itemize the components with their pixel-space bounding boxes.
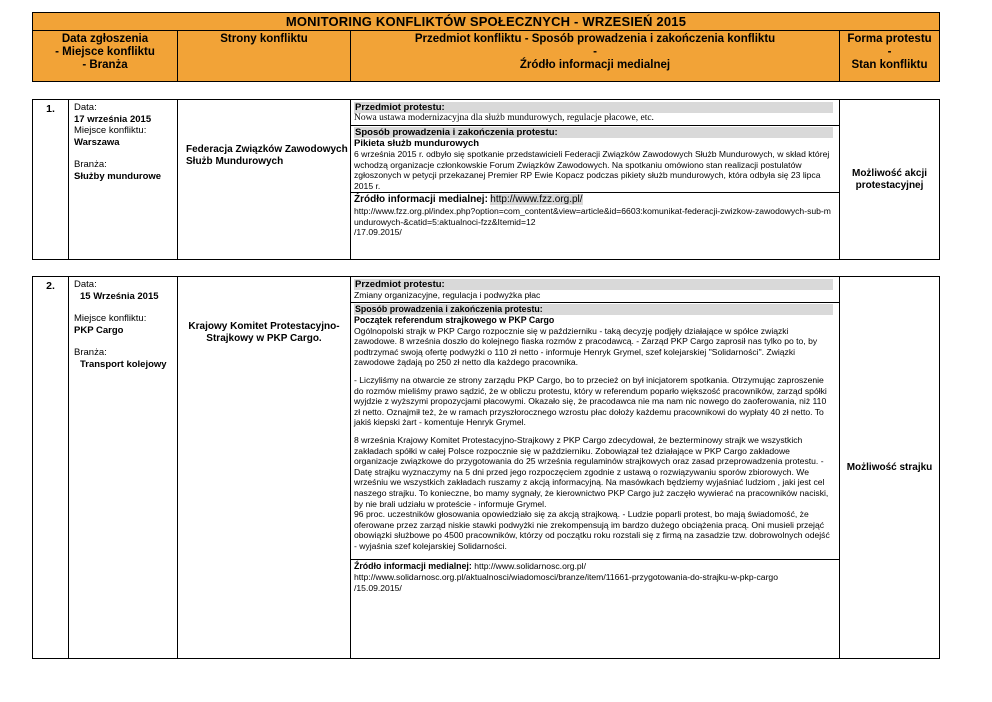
branch-value: Służby mundurowe — [74, 170, 162, 182]
monitoring-sheet — [32, 12, 940, 593]
record-meta — [69, 100, 178, 259]
conduct-label: Sposób prowadzenia i zakończenia protestu: — [354, 127, 833, 138]
record-number: 2. — [33, 277, 69, 658]
header-line: - Branża — [82, 59, 128, 71]
conduct-paragraph: Ogólnopolski strajk w PKP Cargo rozpocznie się w październiku - taką decyzję podjęły działające w spółce związki zawodowe. 8 września doszło do kolejnego fiaska rozmów z pracodawcą. - Zarząd PKP Cargo zaprosił nas tylko po to, by podtrzymać swoją ofertę podwyżki o 110 zł netto - informuje Henryk Grymel, szef kolejarskiej "Solidarności". Związki zawodowe żądają po 250 zł netto dla każdego pracownika. — [354, 325, 818, 368]
conduct-paragraph: 8 września Krajowy Komitet Protestacyjno-Strajkowy z PKP Cargo zdecydował, że bezterminowy strajk we wszystkich zakładach spółki w całej Polsce rozpocznie się w październiku. Zobowiązał też działające w PKP Cargo zakładowe organizacje związkowe do przygotowania do 25 września regulaminów strajkowych oraz zasad przeprowadzenia protestu. - Datę strajku wyznaczymy na 5 dni przed jego rozpoczęciem zgodnie z ustawą o rozwiązywaniu sporów zbiorowych. We wrześniu we wszystkich zakładach ruszamy z akcją informacyjną. Na masówkach będziemy wyjaśniać ludziom , jaki jest cel naszego strajku. To konieczne, bo mamy sygnały, że kierownictwo PKP Cargo już zaczęło wywierać na pracowników naciski, by nie brali udziału w proteście - informuje Grymel. 96 proc. uczestników głosowania opowiedziało się za akcją strajkową. - Ludzie poparli protest, bo mają świadomość, że oferowane przez zarząd niskie stawki podwyżki nie zrekompensują im bardzo dużego obciążenia pracą. Oni musieli przejąć obowiązki służbowe po 4500 pracowników, którzy od początku roku rozstali się z firmą na zasadzie tzw. dobrowolnych odejść - wyjaśnia szef kolejarskiej Solidarności. — [354, 434, 830, 551]
conduct-paragraph: 6 września 2015 r. odbyło się spotkanie przedstawicieli Federacji Związków Zawodowych Służb Mundurowych, w skład której wchodzą organizacje członkowskie Forum Związków Zawodowych. Na spotkaniu omówiono stan realizacji postulatów zgłoszonych w petycji przekazanej Premier RP Ewie Kopacz podczas pikiety służb mundurowych, która odbyła się 23 lipca 2015 r. — [354, 149, 830, 191]
conflict-details — [351, 100, 840, 259]
source-detail-link[interactable]: http://www.solidarnosc.org.pl/aktualnosci/wiadomosci/branze/item/11661-przygotowania-do-strajku-w-pkp-cargo — [354, 572, 778, 583]
header-line: - Miejsce konfliktu — [55, 46, 155, 58]
header-line: - — [593, 46, 597, 58]
conduct-paragraph: - Liczyliśmy na otwarcie ze strony zarządu PKP Cargo, bo to przecież on był inicjatorem spotkania. Otrzymując zaproszenie do rozmów mieliśmy prawo sądzić, że w obliczu protestu, który w referendum poparło większość pracowników, zarząd spółki wyjdzie z wyższymi propozycjami płacowymi. Okazało się, że pracodawca nie ma nam nic nowego do zaoferowania, niż 110 zł netto. Oznajmił też, że w ramach przyszłorocznego wzrostu płac dołoży każdemu pracownikowi do wypłaty 40 zł netto. To jakiś kiepski żart - komentuje Henryk Grymel. — [354, 374, 827, 428]
record-row — [32, 276, 940, 659]
source-date: /15.09.2015/ — [354, 582, 402, 593]
header-date-place-branch — [33, 31, 178, 81]
header-line: Przedmiot konfliktu - Sposób prowadzenia i zakończenia konfliktu — [414, 33, 776, 45]
date-value: 15 Września 2015 — [80, 290, 159, 302]
header-subject — [351, 31, 840, 81]
record-number: 1. — [33, 100, 69, 259]
record-meta — [69, 277, 178, 658]
protest-form: Możliwość akcji protestacyjnej — [851, 167, 928, 191]
source-detail-link[interactable]: http://www.fzz.org.pl/index.php?option=com_content&view=article&id=6603:komunikat-federacji-zwizkow-zawodowych-sub-mundurowych-&catid=5:aktualnoci-fzz&Itemid=12 — [354, 205, 831, 227]
page-title: MONITORING KONFLIKTÓW SPOŁECZNYCH - WRZESIEŃ 2015 — [33, 13, 939, 31]
table-header — [32, 12, 940, 82]
conflict-parties: Krajowy Komitet Protestacyjno-Strajkowy w PKP Cargo. — [178, 277, 351, 658]
source-label: Źródło informacji medialnej: — [354, 561, 472, 572]
place-value: Warszawa — [74, 136, 120, 148]
header-line: Data zgłoszenia — [61, 33, 149, 45]
date-value: 17 września 2015 — [74, 113, 152, 125]
source-link[interactable]: http://www.solidarnosc.org.pl/ — [474, 561, 586, 572]
subject-text: Zmiany organizacyjne, regulacja i podwyżka płac — [354, 290, 541, 300]
header-line: - — [887, 46, 892, 58]
conduct-title: Pikieta służb mundurowych — [354, 138, 480, 149]
conflict-details — [351, 277, 840, 658]
branch-value: Transport kolejowy — [80, 358, 167, 370]
header-line: Stan konfliktu — [851, 59, 928, 71]
place-label: Miejsce konfliktu: — [74, 313, 147, 324]
place-label: Miejsce konfliktu: — [74, 125, 147, 136]
header-parties: Strony konfliktu — [178, 31, 351, 81]
subject-text: Nowa ustawa modernizacyjna dla służb mundurowych, regulacje płacowe, etc. — [354, 113, 654, 123]
source-label: Źródło informacji medialnej: — [354, 194, 488, 206]
place-value: PKP Cargo — [74, 324, 124, 336]
source-date: /17.09.2015/ — [354, 227, 402, 238]
header-line: Źródło informacji medialnej — [519, 59, 671, 71]
header-form — [840, 31, 939, 81]
date-label: Data: — [74, 279, 97, 290]
conduct-label: Sposób prowadzenia i zakończenia protestu: — [354, 304, 833, 315]
record-row — [32, 99, 940, 260]
source-link[interactable]: http://www.fzz.org.pl/ — [490, 194, 583, 206]
conflict-parties: Federacja Związków Zawodowych Służb Mundurowych — [178, 100, 351, 259]
branch-label: Branża: — [74, 159, 107, 170]
protest-form: Możliwość strajku — [846, 461, 933, 473]
date-label: Data: — [74, 102, 97, 113]
branch-label: Branża: — [74, 347, 107, 358]
subject-label: Przedmiot protestu: — [354, 279, 833, 290]
subject-label: Przedmiot protestu: — [354, 102, 833, 113]
conduct-title: Początek referendum strajkowego w PKP Cargo — [354, 314, 555, 325]
header-line: Forma protestu — [847, 33, 932, 45]
